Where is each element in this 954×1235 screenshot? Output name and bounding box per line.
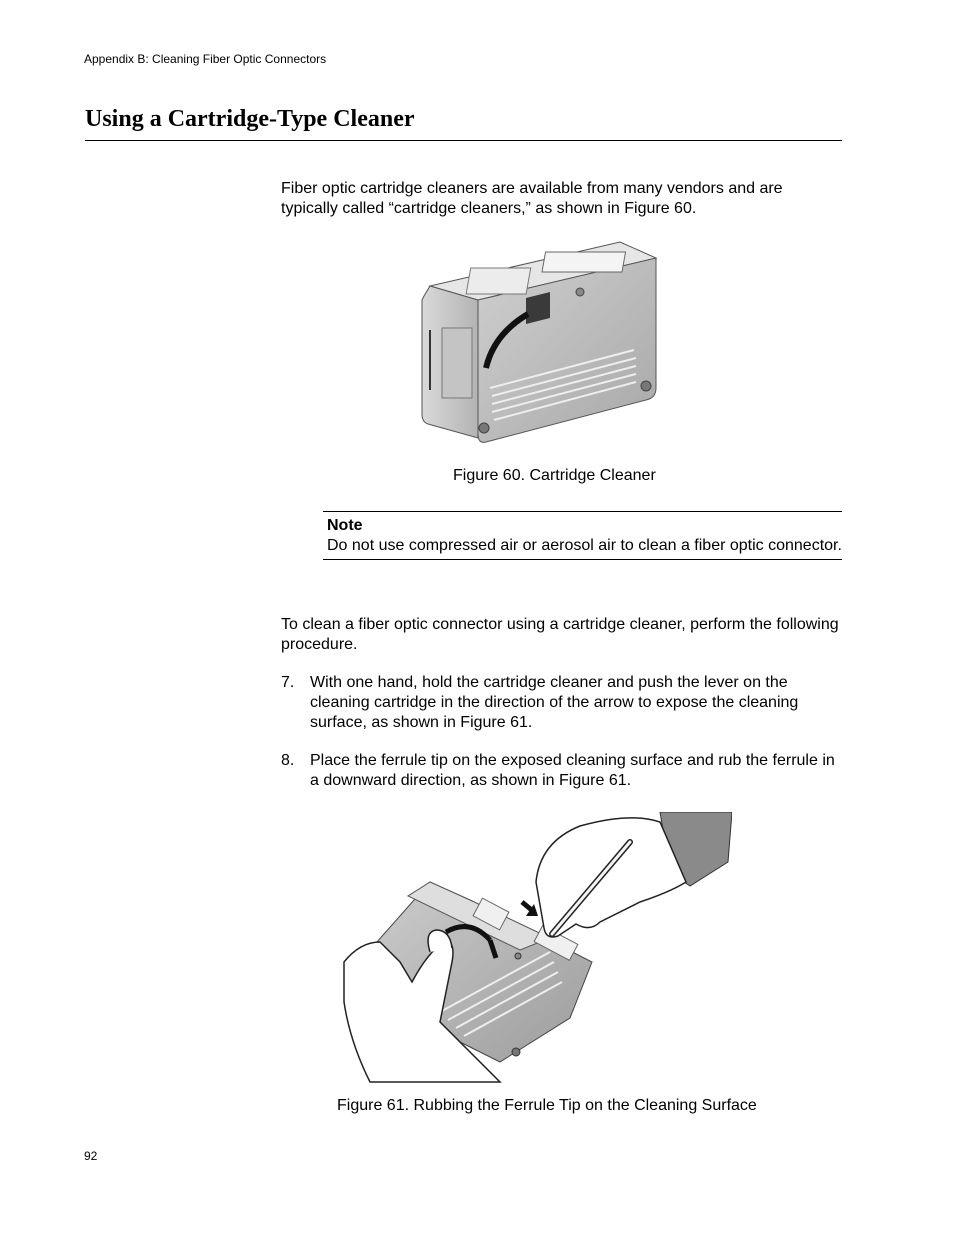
step-text: With one hand, hold the cartridge cleaner and push the lever on the cleaning cartridge in the direction of the arrow to expose the cleaning surface, as shown in Figure 61.: [310, 674, 799, 731]
figure-61-ferrule-rubbing-illustration: [340, 812, 732, 1084]
note-box: [323, 511, 842, 560]
title-rule: [85, 140, 842, 141]
figure-60-cartridge-cleaner-illustration: [420, 238, 660, 444]
figure-60-caption: Figure 60. Cartridge Cleaner: [453, 467, 656, 484]
note-heading: Note: [327, 517, 363, 534]
step-text: Place the ferrule tip on the exposed cleaning surface and rub the ferrule in a downward direction, as shown in Figure 61.: [310, 752, 835, 789]
intro-paragraph: Fiber optic cartridge cleaners are available from many vendors and are typically called “cartridge cleaners,” as shown in Figure 60.: [281, 180, 783, 217]
step-number: 7.: [281, 674, 295, 691]
figure-61-caption: Figure 61. Rubbing the Ferrule Tip on the Cleaning Surface: [337, 1097, 757, 1114]
page-title: Using a Cartridge-Type Cleaner: [85, 106, 415, 132]
procedure-step: [281, 673, 841, 733]
page-number: 92: [84, 1149, 98, 1163]
note-body: Do not use compressed air or aerosol air to clean a fiber optic connector.: [327, 537, 842, 554]
procedure-intro: To clean a fiber optic connector using a cartridge cleaner, perform the following procedure.: [281, 616, 839, 653]
step-number: 8.: [281, 752, 295, 769]
running-header: Appendix B: Cleaning Fiber Optic Connectors: [84, 52, 327, 66]
procedure-step: [281, 751, 841, 791]
